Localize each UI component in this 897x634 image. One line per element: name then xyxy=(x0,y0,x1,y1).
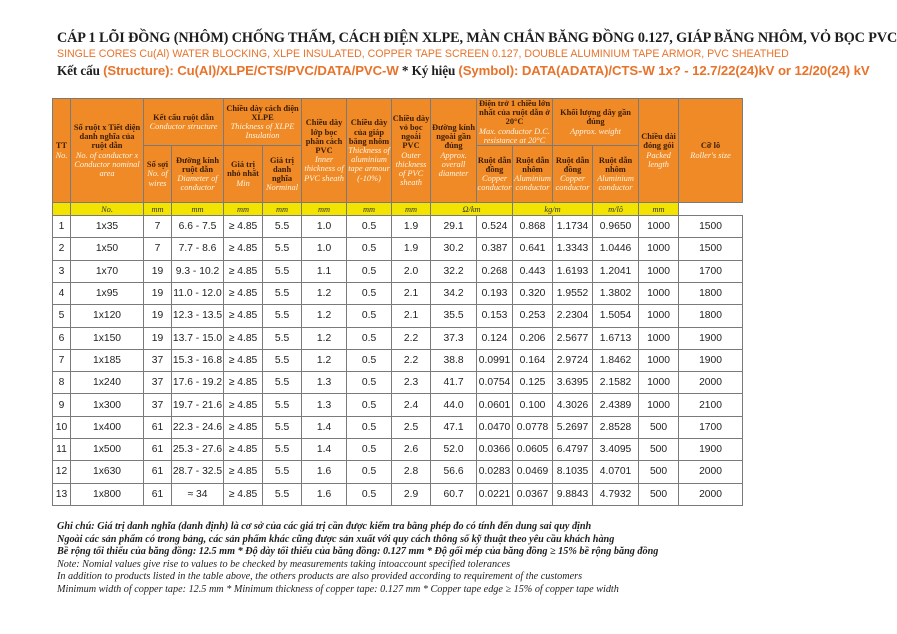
table-cell: 19 xyxy=(144,260,172,282)
table-cell: 1000 xyxy=(639,394,679,416)
table-cell: 0.0601 xyxy=(477,394,513,416)
table-cell: 1500 xyxy=(679,216,743,238)
table-cell: 5.5 xyxy=(263,461,302,483)
table-cell: 0.0367 xyxy=(513,483,553,505)
table-cell: 2.1 xyxy=(392,282,431,304)
table-cell: 0.253 xyxy=(513,305,553,327)
unit: No. xyxy=(71,203,144,216)
note-line: Note: Nomial values give rise to values to be checked by measurements taking intoaccount specified tolerances xyxy=(57,558,511,570)
table-cell: ≥ 4.85 xyxy=(224,260,263,282)
table-cell: 2000 xyxy=(679,372,743,394)
note-line: In addition to products listed in the table above, the others products are also provided according to requirement of the customers xyxy=(57,571,583,583)
table-cell: 0.9650 xyxy=(593,216,639,238)
col-armour: Chiều dày của giáp băng nhôm Thickness of aluminium tape armour (-10%) xyxy=(347,99,392,203)
col-roller-size: Cỡ lô Roller's size xyxy=(679,99,743,203)
table-cell: 0.0778 xyxy=(513,416,553,438)
table-cell: 8.1035 xyxy=(553,461,593,483)
unit: mm xyxy=(263,203,302,216)
table-cell: 0.5 xyxy=(347,305,392,327)
table-cell: 1.3 xyxy=(302,394,347,416)
table-cell: 500 xyxy=(639,483,679,505)
spec-table-body xyxy=(53,216,743,506)
col-size: Số ruột x Tiết diện danh nghĩa của ruột dẫn No. of conductor x Conductor nominal area xyxy=(71,99,144,203)
table-cell: 2.5677 xyxy=(553,327,593,349)
table-cell: 1700 xyxy=(679,260,743,282)
table-cell: 2000 xyxy=(679,461,743,483)
table-cell: 0.0366 xyxy=(477,438,513,460)
page-title: CÁP 1 LÕI ĐỒNG (NHÔM) CHỐNG THẤM, CÁCH ĐIỆN XLPE, MÀN CHẮN BĂNG ĐỒNG 0.127, GIÁP BĂNG NHÔM, VỎ BỌC PVC xyxy=(57,30,897,46)
structure-symbol-line xyxy=(57,63,870,79)
table-cell: 34.2 xyxy=(431,282,477,304)
separator: * xyxy=(398,63,412,78)
col-xlpe-nominal: Giá trị danh nghĩa Norminal xyxy=(263,146,302,203)
table-cell: 1.0 xyxy=(302,216,347,238)
table-cell: 0.164 xyxy=(513,349,553,371)
table-cell: 7.7 - 8.6 xyxy=(172,238,224,260)
table-cell: 0.268 xyxy=(477,260,513,282)
table-cell: 2.2 xyxy=(392,349,431,371)
table-cell: 61 xyxy=(144,461,172,483)
unit: mm xyxy=(347,203,392,216)
table-cell: 3.4095 xyxy=(593,438,639,460)
table-cell: 1.2 xyxy=(302,305,347,327)
table-cell: 2.6 xyxy=(392,438,431,460)
table-cell: 1000 xyxy=(639,305,679,327)
table-cell: 2.5 xyxy=(392,416,431,438)
table-cell: 2 xyxy=(53,238,71,260)
col-xlpe: Chiều dày cách điện XLPE Thickness of XLPE Insulation xyxy=(224,99,302,146)
table-cell: 1.3343 xyxy=(553,238,593,260)
table-cell: 0.5 xyxy=(347,461,392,483)
table-cell: 1.6713 xyxy=(593,327,639,349)
table-cell: 10 xyxy=(53,416,71,438)
table-row xyxy=(53,483,743,505)
table-row xyxy=(53,282,743,304)
table-cell: 0.5 xyxy=(347,438,392,460)
table-cell: 30.2 xyxy=(431,238,477,260)
unit: mm xyxy=(172,203,224,216)
table-cell: 1.2041 xyxy=(593,260,639,282)
table-cell: 1500 xyxy=(679,238,743,260)
table-cell: 1000 xyxy=(639,216,679,238)
table-cell: 37 xyxy=(144,394,172,416)
note-line: Minimum width of copper tape: 12.5 mm * Minimum thickness of copper tape: 0.127 mm * Copper tape edge ≥ 15% of copper tape width xyxy=(57,583,619,595)
table-cell: 2.9724 xyxy=(553,349,593,371)
table-cell: 1x185 xyxy=(71,349,144,371)
table-cell: 5.2697 xyxy=(553,416,593,438)
table-cell: 1x500 xyxy=(71,438,144,460)
table-cell: 1.6193 xyxy=(553,260,593,282)
structure-label: Kết cấu xyxy=(57,63,104,78)
table-cell: 0.320 xyxy=(513,282,553,304)
table-cell: 29.1 xyxy=(431,216,477,238)
table-cell: 7 xyxy=(144,238,172,260)
page-subtitle-en: SINGLE CORES Cu(Al) WATER BLOCKING, XLPE INSULATED, COPPER TAPE SCREEN 0.127, DOUBLE ALUMINIUM TAPE ARMOR, PVC SHEATHED xyxy=(57,48,789,60)
table-cell: 1x800 xyxy=(71,483,144,505)
table-cell: 0.443 xyxy=(513,260,553,282)
table-cell: 0.0991 xyxy=(477,349,513,371)
table-cell: 2100 xyxy=(679,394,743,416)
note-line: Ngoài các sản phẩm có trong bảng, các sản phẩm khác cũng được sản xuất với quy cách thông số kỹ thuật theo yêu cầu khách hàng xyxy=(57,533,615,545)
table-cell: 0.387 xyxy=(477,238,513,260)
table-cell: 2.4 xyxy=(392,394,431,416)
table-row xyxy=(53,416,743,438)
table-cell: 5.5 xyxy=(263,327,302,349)
table-cell: 0.0469 xyxy=(513,461,553,483)
table-row xyxy=(53,372,743,394)
table-cell: 0.5 xyxy=(347,216,392,238)
table-cell: ≥ 4.85 xyxy=(224,238,263,260)
table-cell: 3 xyxy=(53,260,71,282)
table-cell: 4.0701 xyxy=(593,461,639,483)
table-cell: 5.5 xyxy=(263,416,302,438)
table-cell: 6 xyxy=(53,327,71,349)
table-cell: ≈ 34 xyxy=(172,483,224,505)
table-cell: 5 xyxy=(53,305,71,327)
table-cell: 61 xyxy=(144,483,172,505)
note-line: Ghi chú: Giá trị danh nghĩa (danh định) là cơ sở của các giá trị cần được kiểm tra bằng phép đo có tính đến dung sai quy định xyxy=(57,521,592,532)
table-cell: 1x300 xyxy=(71,394,144,416)
table-cell: 1700 xyxy=(679,416,743,438)
table-cell: 19.7 - 21.6 xyxy=(172,394,224,416)
table-cell: 5.5 xyxy=(263,305,302,327)
table-cell: 1.9 xyxy=(392,216,431,238)
table-cell: 35.5 xyxy=(431,305,477,327)
table-cell: 1.8462 xyxy=(593,349,639,371)
col-outer-pvc: Chiều dày vỏ bọc ngoài PVC Outer thickness of PVC sheath xyxy=(392,99,431,203)
table-cell: 5.5 xyxy=(263,216,302,238)
table-cell: 7 xyxy=(53,349,71,371)
table-cell: 0.868 xyxy=(513,216,553,238)
table-cell: 0.124 xyxy=(477,327,513,349)
table-cell: 5.5 xyxy=(263,349,302,371)
table-cell: 1.3 xyxy=(302,372,347,394)
table-cell: ≥ 4.85 xyxy=(224,349,263,371)
table-cell: 5.5 xyxy=(263,394,302,416)
table-cell: 1.3802 xyxy=(593,282,639,304)
table-cell: 0.5 xyxy=(347,327,392,349)
col-diameter: Đường kính ruột dẫn Diameter of conductor xyxy=(172,146,224,203)
table-cell: 2.8 xyxy=(392,461,431,483)
table-cell: 1x240 xyxy=(71,372,144,394)
table-cell: 19 xyxy=(144,282,172,304)
table-cell: 1.9552 xyxy=(553,282,593,304)
table-cell: 1000 xyxy=(639,372,679,394)
table-cell: 1x50 xyxy=(71,238,144,260)
table-cell: 0.0754 xyxy=(477,372,513,394)
table-cell: 0.153 xyxy=(477,305,513,327)
col-res-copper: Ruột dẫn đồng Copper conductor xyxy=(477,146,513,203)
table-cell: 13.7 - 15.0 xyxy=(172,327,224,349)
table-cell: 1x630 xyxy=(71,461,144,483)
table-cell: 9 xyxy=(53,394,71,416)
unit: mm xyxy=(302,203,347,216)
table-cell: 5.5 xyxy=(263,483,302,505)
table-cell: 32.2 xyxy=(431,260,477,282)
table-row xyxy=(53,327,743,349)
table-cell: 11.0 - 12.0 xyxy=(172,282,224,304)
table-cell: 25.3 - 27.6 xyxy=(172,438,224,460)
col-inner-pvc: Chiều dày lớp bọc phân cách PVC Inner thickness of PVC sheath xyxy=(302,99,347,203)
col-weight: Khối lượng dây gần đúng Approx. weight xyxy=(553,99,639,146)
table-cell: 2.9 xyxy=(392,483,431,505)
table-cell: 2.1582 xyxy=(593,372,639,394)
table-cell: 19 xyxy=(144,327,172,349)
table-cell: 37 xyxy=(144,349,172,371)
table-cell: 19 xyxy=(144,305,172,327)
table-cell: 0.5 xyxy=(347,416,392,438)
table-cell: 2.8528 xyxy=(593,416,639,438)
table-cell: 500 xyxy=(639,438,679,460)
table-cell: 61 xyxy=(144,438,172,460)
table-cell: 6.6 - 7.5 xyxy=(172,216,224,238)
col-wires: Số sợi No. of wires xyxy=(144,146,172,203)
table-cell: 1x70 xyxy=(71,260,144,282)
table-cell: 1.9 xyxy=(392,238,431,260)
table-cell: 1.5054 xyxy=(593,305,639,327)
table-row xyxy=(53,438,743,460)
table-cell: 500 xyxy=(639,416,679,438)
col-xlpe-min: Giá trị nhỏ nhất Min xyxy=(224,146,263,203)
table-cell: 1x95 xyxy=(71,282,144,304)
table-cell: 0.5 xyxy=(347,282,392,304)
unit: m/lô xyxy=(593,203,639,216)
table-cell: 0.125 xyxy=(513,372,553,394)
table-cell: 1x35 xyxy=(71,216,144,238)
table-cell: 9.8843 xyxy=(553,483,593,505)
table-cell: 1.4 xyxy=(302,438,347,460)
symbol-value: (Symbol): DATA(ADATA)/CTS-W 1x? - 12.7/22(24)kV or 12/20(24) kV xyxy=(458,63,870,78)
table-row xyxy=(53,394,743,416)
col-no: TT No. xyxy=(53,99,71,203)
table-cell: 2.0 xyxy=(392,260,431,282)
table-cell: 1.2 xyxy=(302,327,347,349)
note-line: Bề rộng tối thiểu của băng đồng: 12.5 mm * Độ dày tối thiểu của băng đồng: 0.127 mm * Độ gối mép của băng đồng ≥ 15% bề rộng băng đồng xyxy=(57,546,659,558)
table-cell: ≥ 4.85 xyxy=(224,461,263,483)
col-overall-diameter: Đường kính ngoài gần đúng Approx. overall diameter xyxy=(431,99,477,203)
table-cell: 2.1 xyxy=(392,305,431,327)
table-cell: 5.5 xyxy=(263,282,302,304)
table-cell: 12.3 - 13.5 xyxy=(172,305,224,327)
col-conductor-structure: Kết cấu ruột dẫn Conductor structure xyxy=(144,99,224,146)
table-cell: 0.5 xyxy=(347,483,392,505)
table-cell: 37.3 xyxy=(431,327,477,349)
table-cell: 37 xyxy=(144,372,172,394)
col-res-aluminium: Ruột dẫn nhôm Aluminium conductor xyxy=(513,146,553,203)
table-cell: 6.4797 xyxy=(553,438,593,460)
unit: Ω/km xyxy=(431,203,513,216)
table-cell: 1800 xyxy=(679,282,743,304)
structure-value: (Structure): Cu(Al)/XLPE/CTS/PVC/DATA/PVC-W xyxy=(103,63,399,78)
table-cell: ≥ 4.85 xyxy=(224,327,263,349)
table-cell: 1.1 xyxy=(302,260,347,282)
table-cell: 2000 xyxy=(679,483,743,505)
table-cell: 0.193 xyxy=(477,282,513,304)
table-cell: 0.5 xyxy=(347,238,392,260)
table-cell: 0.641 xyxy=(513,238,553,260)
table-cell: 1000 xyxy=(639,238,679,260)
table-cell: 15.3 - 16.8 xyxy=(172,349,224,371)
table-cell: 1.6 xyxy=(302,483,347,505)
table-cell: 5.5 xyxy=(263,238,302,260)
table-cell: 4.7932 xyxy=(593,483,639,505)
table-cell: 1000 xyxy=(639,327,679,349)
table-cell: 2.4389 xyxy=(593,394,639,416)
unit: mm xyxy=(144,203,172,216)
table-cell: 3.6395 xyxy=(553,372,593,394)
table-row xyxy=(53,238,743,260)
table-cell: 1800 xyxy=(679,305,743,327)
table-cell: 0.0221 xyxy=(477,483,513,505)
table-cell: ≥ 4.85 xyxy=(224,282,263,304)
table-cell: 1900 xyxy=(679,349,743,371)
table-cell: 1.1734 xyxy=(553,216,593,238)
table-cell: 1.2 xyxy=(302,349,347,371)
table-cell: 1x120 xyxy=(71,305,144,327)
table-cell: 0.0605 xyxy=(513,438,553,460)
table-cell: 5.5 xyxy=(263,260,302,282)
table-cell: ≥ 4.85 xyxy=(224,416,263,438)
table-cell: 22.3 - 24.6 xyxy=(172,416,224,438)
table-cell: ≥ 4.85 xyxy=(224,438,263,460)
notes xyxy=(57,521,790,597)
table-cell: 41.7 xyxy=(431,372,477,394)
table-cell: 56.6 xyxy=(431,461,477,483)
symbol-label: Ký hiệu xyxy=(411,63,459,78)
table-cell: 9.3 - 10.2 xyxy=(172,260,224,282)
table-cell: 0.206 xyxy=(513,327,553,349)
table-cell: 1000 xyxy=(639,349,679,371)
table-cell: 1000 xyxy=(639,282,679,304)
table-cell: 1x150 xyxy=(71,327,144,349)
table-cell: 1.4 xyxy=(302,416,347,438)
table-cell: 60.7 xyxy=(431,483,477,505)
table-cell: 0.0283 xyxy=(477,461,513,483)
table-cell: 38.8 xyxy=(431,349,477,371)
table-cell: 0.5 xyxy=(347,372,392,394)
table-cell: 17.6 - 19.2 xyxy=(172,372,224,394)
table-row xyxy=(53,305,743,327)
unit: mm xyxy=(224,203,263,216)
table-cell: ≥ 4.85 xyxy=(224,483,263,505)
table-cell: 500 xyxy=(639,461,679,483)
table-cell: ≥ 4.85 xyxy=(224,216,263,238)
table-cell: 28.7 - 32.5 xyxy=(172,461,224,483)
unit: mm xyxy=(392,203,431,216)
table-cell: 0.0470 xyxy=(477,416,513,438)
table-cell: ≥ 4.85 xyxy=(224,394,263,416)
table-row xyxy=(53,349,743,371)
table-cell: 2.3 xyxy=(392,372,431,394)
table-cell: 2.2304 xyxy=(553,305,593,327)
table-cell: 11 xyxy=(53,438,71,460)
table-cell: 0.5 xyxy=(347,394,392,416)
table-cell: ≥ 4.85 xyxy=(224,372,263,394)
table-cell: 8 xyxy=(53,372,71,394)
col-resistance: Điện trở 1 chiều lớn nhất của ruột dẫn ở 20°C Max. conductor D.C. resistance at 20°C xyxy=(477,99,553,146)
table-cell: 0.5 xyxy=(347,349,392,371)
table-cell: 1 xyxy=(53,216,71,238)
table-cell: 52.0 xyxy=(431,438,477,460)
table-cell: ≥ 4.85 xyxy=(224,305,263,327)
table-cell: 12 xyxy=(53,461,71,483)
table-cell: 4 xyxy=(53,282,71,304)
unit: kg/m xyxy=(513,203,593,216)
table-row xyxy=(53,216,743,238)
table-cell: 1000 xyxy=(639,260,679,282)
units-row xyxy=(53,203,743,216)
table-cell: 2.2 xyxy=(392,327,431,349)
unit: mm xyxy=(639,203,679,216)
spec-table xyxy=(52,98,743,506)
table-row xyxy=(53,461,743,483)
table-cell: 1900 xyxy=(679,327,743,349)
table-cell: 1900 xyxy=(679,438,743,460)
col-packed-length: Chiều dài đóng gói Packed length xyxy=(639,99,679,203)
table-cell: 1.0 xyxy=(302,238,347,260)
table-cell: 1x400 xyxy=(71,416,144,438)
table-cell: 0.100 xyxy=(513,394,553,416)
table-cell: 1.2 xyxy=(302,282,347,304)
table-cell: 5.5 xyxy=(263,372,302,394)
table-cell: 44.0 xyxy=(431,394,477,416)
table-row xyxy=(53,260,743,282)
table-cell: 0.524 xyxy=(477,216,513,238)
col-wt-copper: Ruột dẫn đồng Copper conductor xyxy=(553,146,593,203)
table-cell: 7 xyxy=(144,216,172,238)
table-cell: 61 xyxy=(144,416,172,438)
table-cell: 1.6 xyxy=(302,461,347,483)
table-cell: 13 xyxy=(53,483,71,505)
table-cell: 47.1 xyxy=(431,416,477,438)
table-cell: 0.5 xyxy=(347,260,392,282)
table-cell: 5.5 xyxy=(263,438,302,460)
table-cell: 1.0446 xyxy=(593,238,639,260)
table-cell: 4.3026 xyxy=(553,394,593,416)
col-wt-aluminium: Ruột dẫn nhôm Aluminium conductor xyxy=(593,146,639,203)
